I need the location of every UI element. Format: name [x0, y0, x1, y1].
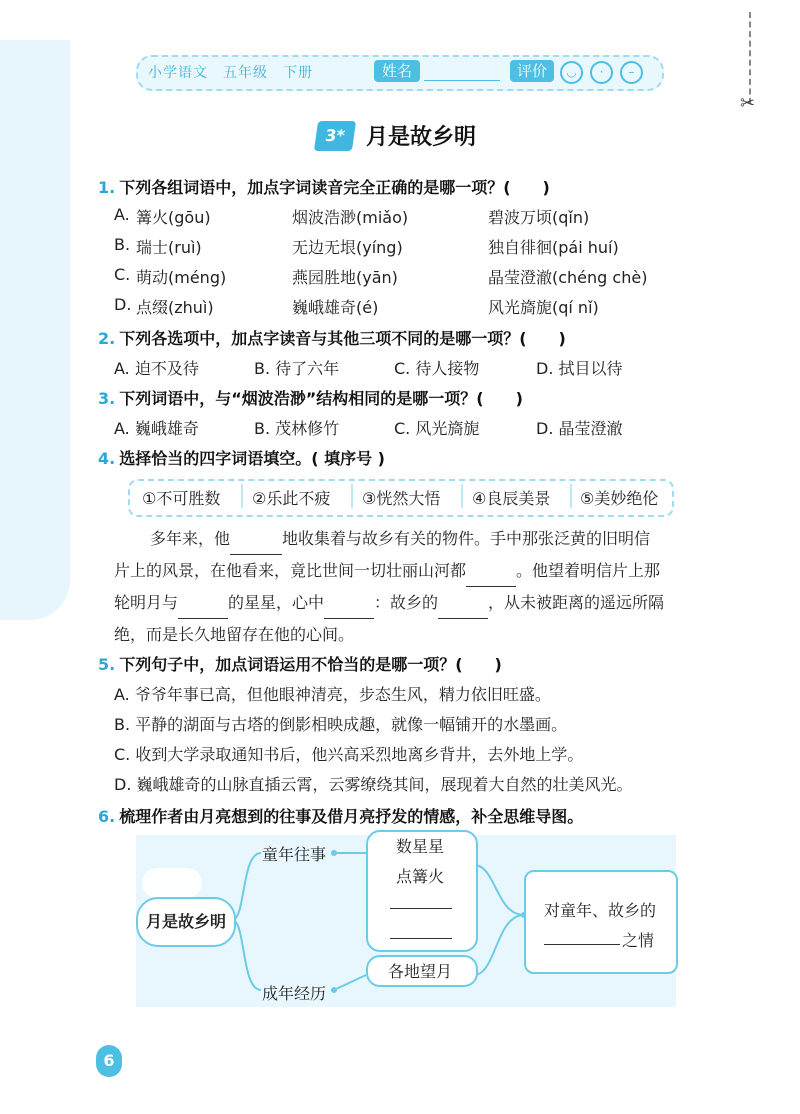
q1-a-1: 篝火(gōu) [136, 208, 211, 227]
divider [241, 484, 243, 508]
question-4 [98, 446, 385, 469]
blank-5[interactable] [438, 588, 488, 619]
question-number: 2. [98, 329, 116, 348]
name-field[interactable] [424, 80, 500, 81]
q1-a-2: 烟波浩渺(miǎo) [292, 208, 409, 227]
para-text: 。他望着明信片上那 [516, 561, 661, 580]
blank-1[interactable] [230, 524, 282, 555]
childhood-blank-2[interactable] [390, 938, 452, 939]
q3-option-c[interactable]: C. 风光旖旎 [394, 419, 480, 438]
q1-b-1: 瑞士(ruì) [136, 238, 202, 257]
q1-d-3: 风光旖旎(qí nǐ) [488, 298, 599, 317]
question-2 [98, 326, 566, 349]
q1-c-2: 燕园胜地(yān) [292, 268, 398, 287]
childhood-item-2: 点篝火 [396, 867, 445, 886]
q1-c-3: 晶莹澄澈(chéng chè) [488, 268, 648, 287]
question-3 [98, 386, 523, 409]
result-line-2: 之情 [622, 931, 655, 950]
question-text: 下列各选项中，加点字读音与其他三项不同的是哪一项？( ) [119, 329, 566, 348]
question-6 [98, 804, 583, 827]
q3-option-a[interactable]: A. 巍峨雄奇 [114, 419, 199, 438]
cut-line [749, 12, 751, 104]
childhood-blank-1[interactable] [390, 908, 452, 909]
name-label: 姓名 [374, 60, 420, 82]
word-2: ②乐此不疲 [252, 489, 331, 508]
para-text: ，从未被距离的遥远所隔 [488, 593, 665, 612]
q5-option-b[interactable]: B. 平静的湖面与古塔的倒影相映成趣，就像一幅铺开的水墨画。 [114, 715, 568, 734]
q1-b-2: 无边无垠(yíng) [292, 238, 403, 257]
q1-row-a [114, 205, 130, 224]
header-subject: 小学语文 五年级 下册 [148, 65, 313, 81]
q3-option-d[interactable]: D. 晶莹澄澈 [536, 419, 623, 438]
para-text: ：故乡的 [374, 593, 439, 612]
q5-option-d[interactable]: D. 巍峨雄奇的山脉直插云霄，云雾缭绕其间，展现着大自然的壮美风光。 [114, 775, 633, 794]
q2-option-b[interactable]: B. 待了六年 [254, 359, 340, 378]
divider [570, 484, 572, 508]
question-1 [98, 175, 550, 198]
smile-face-icon[interactable]: ◡ [560, 61, 583, 84]
q4-para-line-4: 绝，而是长久地留存在他的心间。 [114, 625, 355, 644]
q1-row-c-letter: C. [114, 265, 131, 284]
q3-option-b[interactable]: B. 茂林修竹 [254, 419, 340, 438]
lesson-title: 月是故乡明 [366, 125, 477, 150]
neutral-face-icon[interactable]: · [590, 61, 613, 84]
adulthood-item-1: 各地望月 [388, 962, 453, 981]
question-text: 选择恰当的四字词语填空。( 填序号 ) [119, 449, 385, 468]
q1-d-1: 点缀(zhuì) [136, 298, 214, 317]
branch-childhood: 童年往事 [262, 845, 327, 864]
para-text: 的星星，心中 [228, 593, 325, 612]
result-blank[interactable] [544, 944, 620, 945]
q4-para-line-2 [114, 556, 660, 587]
q1-row-b-letter: B. [114, 235, 131, 254]
word-1: ①不可胜数 [142, 489, 221, 508]
q4-para-line-3 [114, 588, 664, 619]
q5-option-a[interactable]: A. 爷爷年事已高，但他眼神清亮，步态生风，精力依旧旺盛。 [114, 685, 551, 704]
top-margin [0, 0, 800, 40]
word-3: ③恍然大悟 [362, 489, 441, 508]
mind-map-root: 月是故乡明 [136, 897, 236, 947]
para-text: 多年来，他 [150, 529, 231, 548]
question-text: 梳理作者由月亮想到的往事及借月亮抒发的情感，补全思维导图。 [119, 807, 584, 826]
divider [351, 484, 353, 508]
para-text: 轮明月与 [114, 593, 179, 612]
q2-option-d[interactable]: D. 拭目以待 [536, 359, 623, 378]
side-decoration [0, 0, 70, 620]
option-letter: A. [114, 205, 130, 224]
scissors-icon: ✂ [740, 93, 756, 114]
page-number: 6 [96, 1045, 122, 1077]
question-number: 5. [98, 655, 116, 674]
para-text: 地收集着与故乡有关的物件。手中那张泛黄的旧明信 [282, 529, 651, 548]
result-line-1: 对童年、故乡的 [544, 901, 657, 920]
question-number: 1. [98, 178, 116, 197]
blank-3[interactable] [178, 588, 228, 619]
branch-adulthood: 成年经历 [262, 984, 327, 1003]
plain-face-icon[interactable]: – [620, 61, 643, 84]
q1-row-d-letter: D. [114, 295, 132, 314]
q1-c-1: 萌动(méng) [136, 268, 227, 287]
question-5 [98, 652, 502, 675]
q2-option-a[interactable]: A. 迫不及待 [114, 359, 199, 378]
q1-a-3: 碧波万顷(qǐn) [488, 208, 590, 227]
lesson-badge: 3* [314, 121, 356, 151]
childhood-item-1: 数星星 [396, 837, 445, 856]
question-number: 4. [98, 449, 116, 468]
q1-d-2: 巍峨雄奇(é) [292, 298, 379, 317]
blank-2[interactable] [466, 556, 516, 587]
q2-option-c[interactable]: C. 待人接物 [394, 359, 480, 378]
question-number: 3. [98, 389, 116, 408]
question-text: 下列句子中，加点词语运用不恰当的是哪一项？( ) [119, 655, 502, 674]
result-box [524, 870, 678, 974]
para-text: 片上的风景，在他看来，竟比世间一切壮丽山河都 [114, 561, 467, 580]
blank-4[interactable] [324, 588, 374, 619]
question-text: 下列各组词语中，加点字词读音完全正确的是哪一项？( ) [119, 178, 550, 197]
eval-label: 评价 [510, 60, 554, 82]
word-5: ⑤美妙绝伦 [580, 489, 659, 508]
q1-b-3: 独自徘徊(pái huí) [488, 238, 619, 257]
q4-para-line-1 [150, 524, 650, 555]
word-4: ④良辰美景 [472, 489, 551, 508]
q5-option-c[interactable]: C. 收到大学录取通知书后，他兴高采烈地离乡背井，去外地上学。 [114, 745, 584, 764]
question-number: 6. [98, 807, 116, 826]
divider [461, 484, 463, 508]
question-text: 下列词语中，与“烟波浩渺”结构相同的是哪一项？( ) [119, 389, 523, 408]
